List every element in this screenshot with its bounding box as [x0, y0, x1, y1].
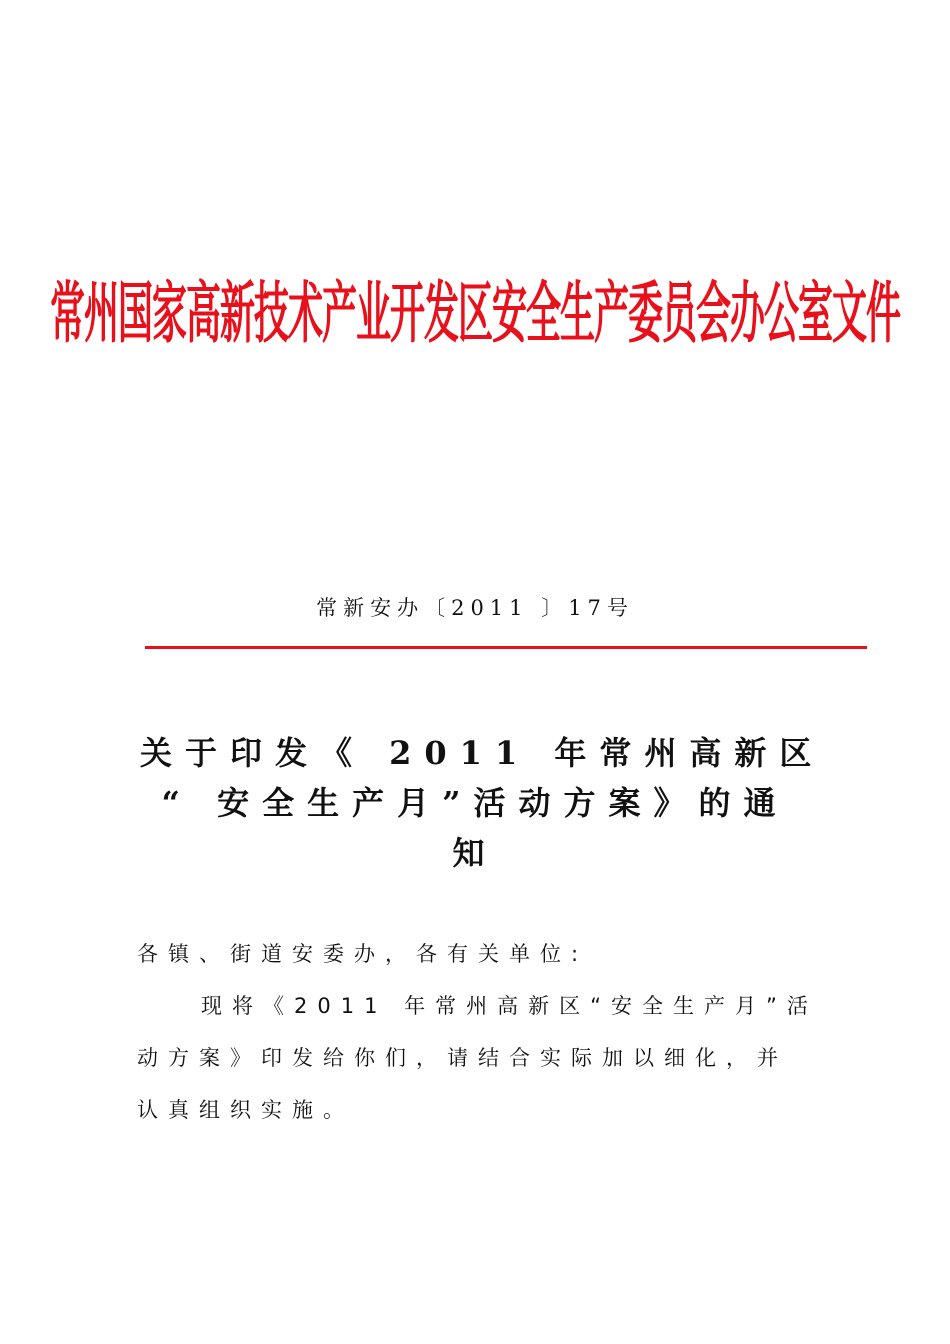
body-paragraph-line-3: 认真组织实施。 [137, 1098, 354, 1122]
salutation: 各镇、街道安委办，各有关单位: [137, 942, 589, 966]
document-number: 常新安办〔2011 〕17号 [316, 596, 634, 620]
issuing-office-header: 常州国家高新技术产业开发区安全生产委员会办公室文件 [49, 277, 900, 354]
notice-title [140, 728, 825, 878]
red-divider-line [145, 646, 867, 649]
notice-title-line-2: “ 安全生产月”活动方案》的通 [161, 784, 789, 822]
body-paragraph-line-2: 动方案》印发给你们，请结合实际加以细化，并 [137, 1046, 788, 1070]
body-paragraph-line-1: 现将《2011 年常州高新区“安全生产月”活 [201, 994, 818, 1018]
notice-title-line-1: 关于印发《 2011 年常州高新区 [140, 734, 825, 772]
notice-body [137, 928, 817, 1136]
notice-title-line-3: 知 [452, 834, 498, 872]
